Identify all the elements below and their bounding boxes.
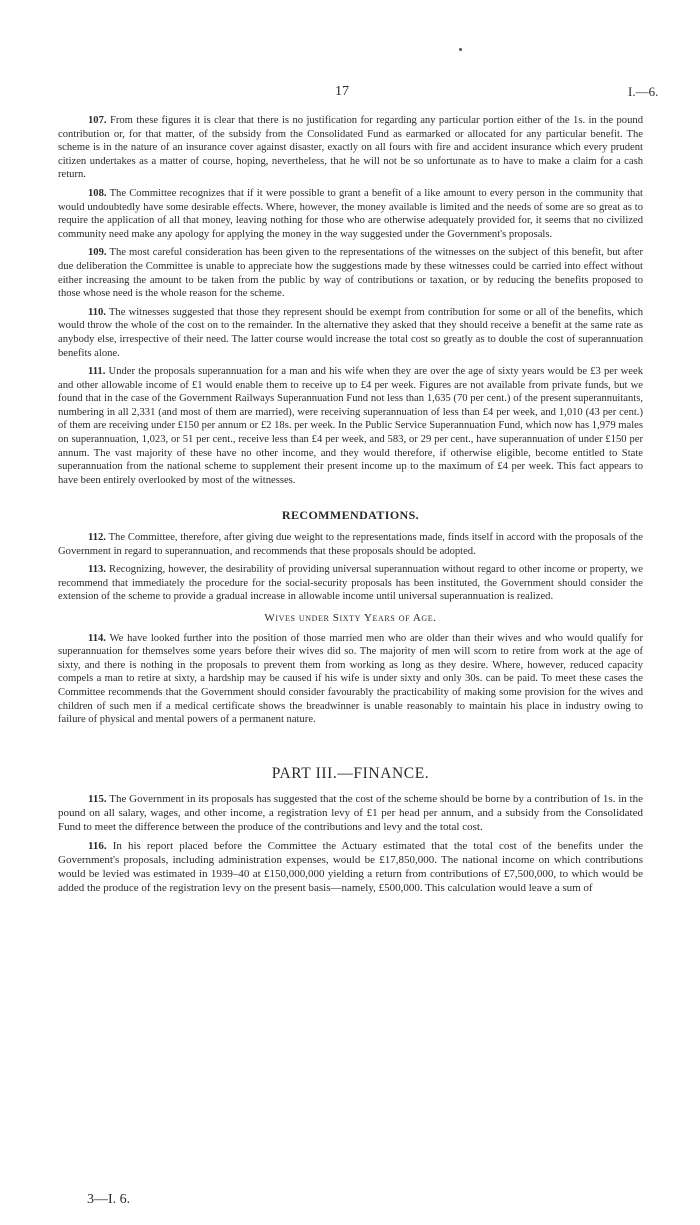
- page-body: [58, 114, 643, 900]
- paragraph: [58, 531, 643, 558]
- paragraph-text: We have looked further into the position of those married men who are older than their wives and who would qualify for superannuation for themselves some years before their wives did so. The majority of men will scorn to retire from work at the age of sixty, and there is nothing in the proposals to prevent them from working as long as they desire. Where, however, reduced capacity compels a man to retire at sixty, a hardship may be caused if his wife is under sixty and only 30s. can be paid. To meet these cases the Committee recommends that the Government should consider favourably the practicability of making some provision for the wives and children of such men if a medical certificate shows the breadwinner is unable reasonably to maintain his place in industry owing to failure of physical and mental powers of a permanent nature.: [58, 632, 643, 726]
- paragraph-group: [58, 114, 643, 487]
- paragraph-text: Under the proposals superannuation for a man and his wife when they are over the age of sixty years would be £3 per week and other allowable income of £1 would enable them to receive up to £4 per week. Figures are not available from private funds, but we found that in the case of the Government Railways Superannuation Fund not less than 1,635 (70 per cent.) of the present superannuitants, numbering in all 2,331 (and most of them are married), were receiving superannuation of less than £4 per week, and 1,010 (43 per cent.) of them are receiving under £150 per annum or £2 18s. per week. In the Public Service Superannuation Fund, which now has 1,979 males on superannuation, 1,023, or 51 per cent., receive less than £4 per week, and 583, or 29 per cent., have superannuation of under £150 per annum. The vast majority of these have no other income, and they would therefore, if otherwise eligible, become entitled to State superannuation from the national scheme to supplement their present income up to the maximum of £4 per week. This fact appears to have been entirely overlooked by most of the witnesses.: [58, 366, 643, 486]
- paragraph-text: The Committee recognizes that if it were possible to grant a benefit of a like amount to every person in the community that would undoubtedly have some desirable effects. Where, however, the money available is limited and the needs of some are so great as to require the application of all that money, leaving nothing for those who are otherwise adequately provided for, it seems that no civilized community need make any apology for applying the money in the way suggested under the Government's proposals.: [58, 187, 643, 240]
- paragraph-number: 111.: [88, 366, 106, 378]
- paragraph-text: Recognizing, however, the desirability of providing universal superannuation without regard to other income or property, we recommend that immediately the procedure for the social-security proposals has been instituted, the Government should consider the extension of the scheme to provide a gradual increase in allowable income until universal superannuation is realized.: [58, 564, 643, 603]
- paragraph: [58, 839, 643, 895]
- paragraph-number: 112.: [88, 532, 106, 544]
- paragraph: [58, 563, 643, 604]
- paragraph-text: The Committee, therefore, after giving due weight to the representations made, finds itself in accord with the proposals of the Government in regard to superannuation, and recommends that these proposals should be adopted.: [58, 532, 643, 557]
- paragraph: [58, 632, 643, 727]
- paragraph-group: [58, 531, 643, 604]
- paragraph-text: The witnesses suggested that those they represent should be exempt from contribution for some or all of the benefits, which would throw the whole of the cost on to the remainder. In the alternative they asked that they should receive a benefit at the same rate as anybody else, irrespective of their need. The latter course would increase the total cost so greatly as to double the cost of superannuation benefits alone.: [58, 306, 643, 359]
- paragraph-number: 108.: [88, 187, 107, 199]
- paragraph: [58, 114, 643, 182]
- paragraph-group: [58, 632, 643, 727]
- speck-mark: [459, 48, 462, 51]
- paragraph-number: 113.: [88, 564, 106, 576]
- part-heading: PART III.—FINANCE.: [271, 764, 430, 782]
- paragraph-number: 116.: [88, 840, 107, 853]
- paragraph-text: The most careful consideration has been given to the representations of the witnesses on the subject of this benefit, but after due deliberation the Committee is unable to appreciate how the suggestions made by these witnesses could be carried into effect without either increasing the amount to be taken from the public by way of contributions or taxation, or by reducing the benefits proposed to those whose need is the whole reason for the scheme.: [58, 247, 643, 300]
- paragraph: [58, 365, 643, 487]
- paragraph: [58, 792, 643, 834]
- recommendations-heading: RECOMMENDATIONS.: [281, 508, 420, 523]
- paragraph: [58, 187, 643, 241]
- paragraph: [58, 246, 643, 300]
- paragraph-number: 114.: [88, 632, 106, 644]
- document-reference: I.—6.: [628, 84, 659, 99]
- paragraph-number: 109.: [88, 247, 107, 259]
- paragraph-text: From these figures it is clear that there is no justification for regarding any particular portion either of the 1s. in the pound contribution or, for that matter, of the subsidy from the Consolidated Fund as earmarked or allocated for any particular benefit. The scheme is in the nature of an insurance cover against disaster, exactly on all fours with fire and accident insurance which every prudent citizen undertakes as a matter of course, hoping, nevertheless, that he will not be so unfortunate as to have to make a claim for a cash return.: [58, 115, 643, 181]
- wives-subheading: Wives under Sixty Years of Age.: [264, 612, 437, 624]
- paragraph-number: 110.: [88, 306, 106, 318]
- paragraph-group: [58, 792, 643, 895]
- paragraph-text: The Government in its proposals has suggested that the cost of the scheme should be borne by a contribution of 1s. in the pound on all salary, wages, and other income, a registration levy of £1 per head per annum, and a subsidy from the Consolidated Fund to meet the difference between the produce of the contributions and levy and the total cost.: [58, 793, 643, 834]
- paragraph: [58, 306, 643, 360]
- page-number: 17: [335, 84, 349, 99]
- paragraph-number: 107.: [88, 115, 107, 126]
- signature-mark: 3—I. 6.: [87, 1192, 131, 1207]
- paragraph-number: 115.: [88, 793, 107, 806]
- paragraph-text: In his report placed before the Committee the Actuary estimated that the total cost of the benefits under the Government's proposals, including administration expenses, would be £17,850,000. The national income on which contributions would be levied was estimated in 1939–40 at £150,000,000 yielding a return from contributions of £7,500,000, to which would be added the produce of the registration levy on the present basis—namely, £500,000. This calculation would leave a sum of: [58, 840, 643, 895]
